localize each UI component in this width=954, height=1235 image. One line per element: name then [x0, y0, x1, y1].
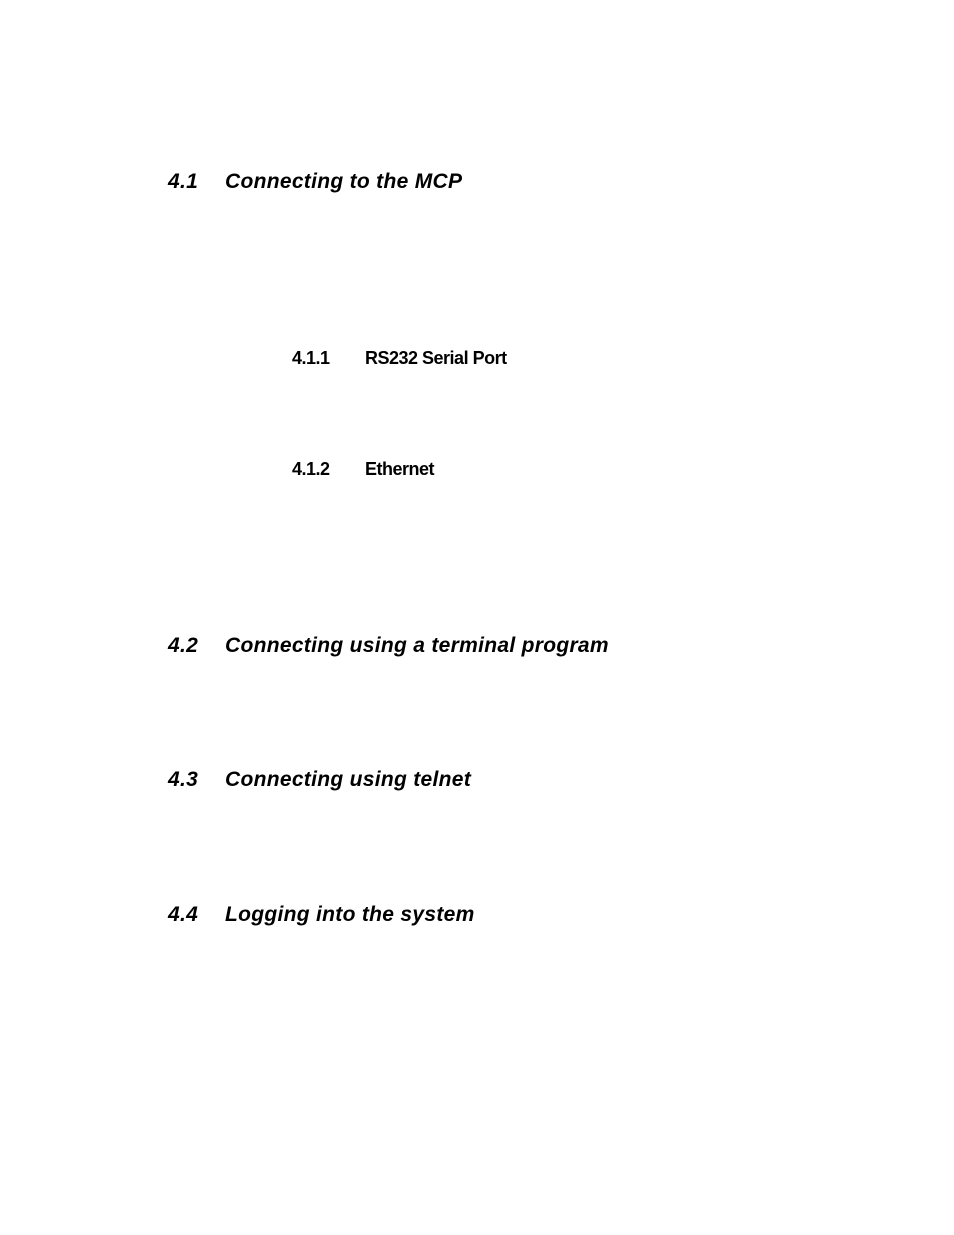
- section-title: Connecting to the MCP: [225, 170, 463, 193]
- section-number: 4.1: [168, 170, 199, 193]
- section-heading-4-1: [168, 171, 462, 192]
- section-title: Logging into the system: [225, 903, 475, 926]
- subsection-heading-4-1-2: [292, 460, 434, 478]
- section-title: Connecting using a terminal program: [225, 634, 609, 657]
- subsection-number: 4.1.1: [292, 348, 330, 368]
- section-heading-4-3: [168, 769, 471, 790]
- section-heading-4-2: [168, 635, 609, 656]
- section-heading-4-4: [168, 904, 475, 925]
- subsection-heading-4-1-1: [292, 349, 507, 367]
- subsection-title: Ethernet: [365, 459, 435, 479]
- section-number: 4.4: [168, 903, 199, 926]
- section-title: Connecting using telnet: [225, 768, 472, 791]
- section-number: 4.3: [168, 768, 199, 791]
- subsection-title: RS232 Serial Port: [365, 348, 507, 368]
- subsection-number: 4.1.2: [292, 459, 330, 479]
- section-number: 4.2: [168, 634, 199, 657]
